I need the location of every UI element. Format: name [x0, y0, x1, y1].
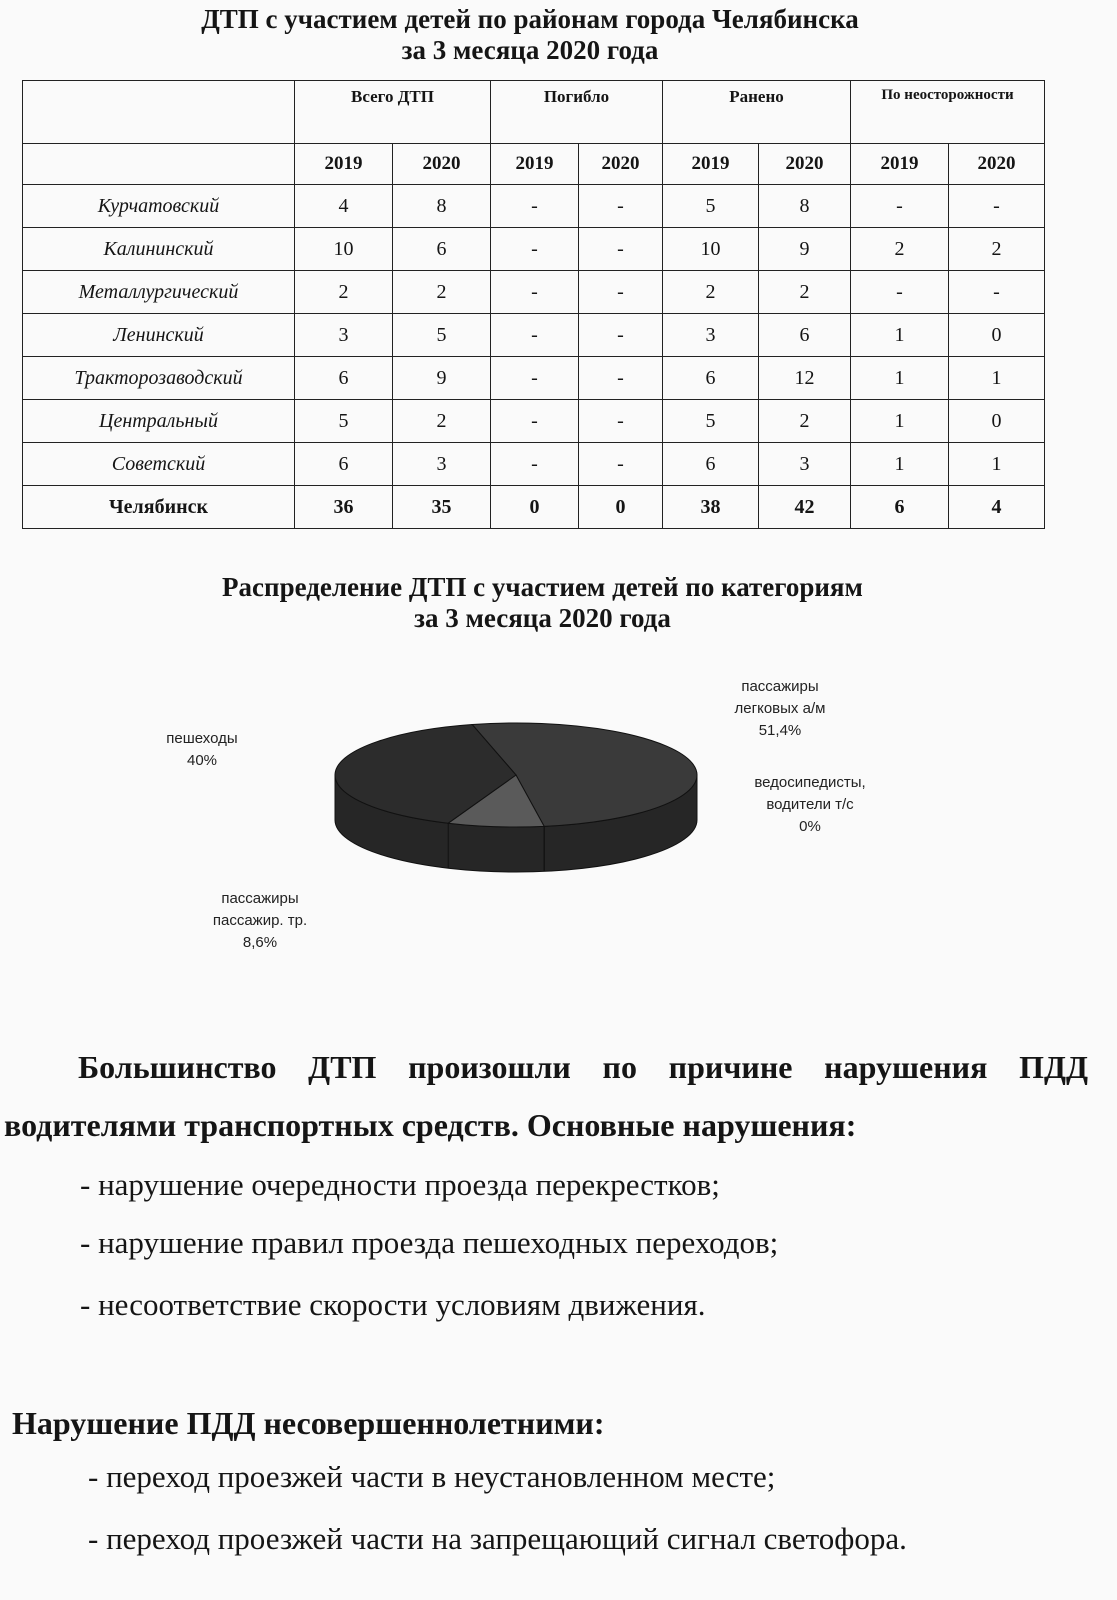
- value-cell: 0: [491, 486, 579, 529]
- district-cell: Металлургический: [23, 271, 295, 314]
- value-cell: 3: [393, 443, 491, 486]
- value-cell: 2: [393, 271, 491, 314]
- header-year: 2020: [579, 144, 663, 185]
- header-group: По неосторожности: [851, 81, 1045, 144]
- pie-chart: [0, 640, 1117, 980]
- header-corner: [23, 144, 295, 185]
- value-cell: -: [851, 271, 949, 314]
- chart-title-line2: за 3 месяца 2020 года: [414, 603, 671, 633]
- table-title-line1: ДТП с участием детей по районам города Челябинска: [201, 4, 859, 34]
- value-cell: 4: [949, 486, 1045, 529]
- value-cell: 4: [295, 185, 393, 228]
- value-cell: 6: [663, 357, 759, 400]
- pie-label-line: пешеходы: [166, 730, 238, 747]
- header-year: 2019: [851, 144, 949, 185]
- value-cell: -: [949, 185, 1045, 228]
- value-cell: 1: [851, 357, 949, 400]
- value-cell: -: [579, 314, 663, 357]
- header-corner: [23, 81, 295, 144]
- district-cell: Тракторозаводский: [23, 357, 295, 400]
- value-cell: 1: [851, 314, 949, 357]
- district-cell: Ленинский: [23, 314, 295, 357]
- table-body: [23, 185, 1045, 529]
- value-cell: -: [491, 443, 579, 486]
- minor-violation-item: - переход проезжей части на запрещающий сигнал светофора.: [88, 1521, 907, 1556]
- paragraph-main-line2: водителями транспортных средств. Основные нарушения:: [4, 1107, 857, 1143]
- table-row: [23, 357, 1045, 400]
- value-cell: 5: [295, 400, 393, 443]
- chart-title: [0, 572, 1085, 634]
- value-cell: 2: [295, 271, 393, 314]
- paragraph-main-line1: Большинство ДТП произошли по причине нарушения ПДД: [78, 1049, 1088, 1085]
- value-cell: 3: [295, 314, 393, 357]
- table-header-years: [23, 144, 1045, 185]
- table-title-line2: за 3 месяца 2020 года: [401, 35, 659, 65]
- value-cell: 2: [663, 271, 759, 314]
- pie-label-pedestrians: [132, 728, 272, 772]
- chart-title-line1: Распределение ДТП с участием детей по категориям: [222, 572, 863, 602]
- pie-label-value: 0%: [799, 818, 821, 835]
- pie-label-line: ведосипедисты,: [754, 774, 866, 791]
- value-cell: 5: [393, 314, 491, 357]
- table-header-groups: [23, 81, 1045, 144]
- value-cell: -: [579, 228, 663, 271]
- dtp-table: [22, 80, 1045, 529]
- value-cell: 1: [851, 443, 949, 486]
- value-cell: 0: [579, 486, 663, 529]
- header-year: 2020: [393, 144, 491, 185]
- pie-label-value: 8,6%: [242, 934, 278, 951]
- district-cell: Центральный: [23, 400, 295, 443]
- district-cell: Челябинск: [23, 486, 295, 529]
- value-cell: 6: [663, 443, 759, 486]
- value-cell: -: [851, 185, 949, 228]
- value-cell: -: [491, 228, 579, 271]
- value-cell: 0: [949, 314, 1045, 357]
- header-year: 2019: [295, 144, 393, 185]
- minors-heading: Нарушение ПДД несовершеннолетними:: [12, 1405, 605, 1441]
- pie-label-cyclists: [730, 772, 890, 838]
- value-cell: 38: [663, 486, 759, 529]
- value-cell: 9: [393, 357, 491, 400]
- value-cell: -: [949, 271, 1045, 314]
- district-cell: Калининский: [23, 228, 295, 271]
- value-cell: 6: [759, 314, 851, 357]
- value-cell: 2: [949, 228, 1045, 271]
- value-cell: 5: [663, 400, 759, 443]
- value-cell: 2: [851, 228, 949, 271]
- value-cell: 3: [759, 443, 851, 486]
- value-cell: 9: [759, 228, 851, 271]
- value-cell: -: [579, 400, 663, 443]
- header-group: Погибло: [491, 81, 663, 144]
- pie-label-passengers-cars: [700, 676, 860, 742]
- header-group: Всего ДТП: [295, 81, 491, 144]
- pie-label-line: водители т/с: [766, 796, 854, 813]
- value-cell: 2: [759, 400, 851, 443]
- header-year: 2020: [949, 144, 1045, 185]
- value-cell: 6: [295, 443, 393, 486]
- value-cell: 8: [759, 185, 851, 228]
- header-year: 2019: [491, 144, 579, 185]
- pie-label-value: 51,4%: [758, 722, 802, 739]
- value-cell: 1: [851, 400, 949, 443]
- table-row: [23, 185, 1045, 228]
- table-row: [23, 443, 1045, 486]
- value-cell: 6: [851, 486, 949, 529]
- value-cell: 2: [393, 400, 491, 443]
- pie-label-line: пассажиры: [221, 890, 299, 907]
- value-cell: 42: [759, 486, 851, 529]
- value-cell: 6: [295, 357, 393, 400]
- table-total-row: [23, 486, 1045, 529]
- table-row: [23, 228, 1045, 271]
- pie-slices: [335, 723, 697, 872]
- violation-item: - нарушение правил проезда пешеходных переходов;: [80, 1225, 779, 1260]
- district-cell: Курчатовский: [23, 185, 295, 228]
- value-cell: 5: [663, 185, 759, 228]
- pie-label-value: 40%: [186, 752, 218, 769]
- value-cell: 1: [949, 443, 1045, 486]
- pie-label-line: пассажир. тр.: [212, 912, 308, 929]
- value-cell: -: [579, 443, 663, 486]
- header-year: 2020: [759, 144, 851, 185]
- district-cell: Советский: [23, 443, 295, 486]
- value-cell: 0: [949, 400, 1045, 443]
- pie-label-passengers-public: [180, 888, 340, 954]
- table-row: [23, 400, 1045, 443]
- value-cell: -: [579, 357, 663, 400]
- header-year: 2019: [663, 144, 759, 185]
- value-cell: 12: [759, 357, 851, 400]
- value-cell: -: [491, 185, 579, 228]
- value-cell: -: [579, 185, 663, 228]
- value-cell: 1: [949, 357, 1045, 400]
- value-cell: 35: [393, 486, 491, 529]
- value-cell: -: [491, 400, 579, 443]
- value-cell: 3: [663, 314, 759, 357]
- value-cell: -: [491, 357, 579, 400]
- value-cell: -: [579, 271, 663, 314]
- table-row: [23, 314, 1045, 357]
- table-row: [23, 271, 1045, 314]
- violation-item: - несоответствие скорости условиям движения.: [80, 1287, 706, 1322]
- value-cell: 6: [393, 228, 491, 271]
- value-cell: 2: [759, 271, 851, 314]
- value-cell: 10: [295, 228, 393, 271]
- table-title: [0, 4, 1060, 66]
- value-cell: -: [491, 314, 579, 357]
- value-cell: 36: [295, 486, 393, 529]
- value-cell: -: [491, 271, 579, 314]
- violation-item: - нарушение очередности проезда перекрестков;: [80, 1167, 720, 1202]
- pie-label-line: пассажиры: [741, 678, 819, 695]
- value-cell: 10: [663, 228, 759, 271]
- header-group: Ранено: [663, 81, 851, 144]
- pie-label-line: легковых а/м: [734, 700, 826, 717]
- value-cell: 8: [393, 185, 491, 228]
- minor-violation-item: - переход проезжей части в неустановленном месте;: [88, 1459, 776, 1494]
